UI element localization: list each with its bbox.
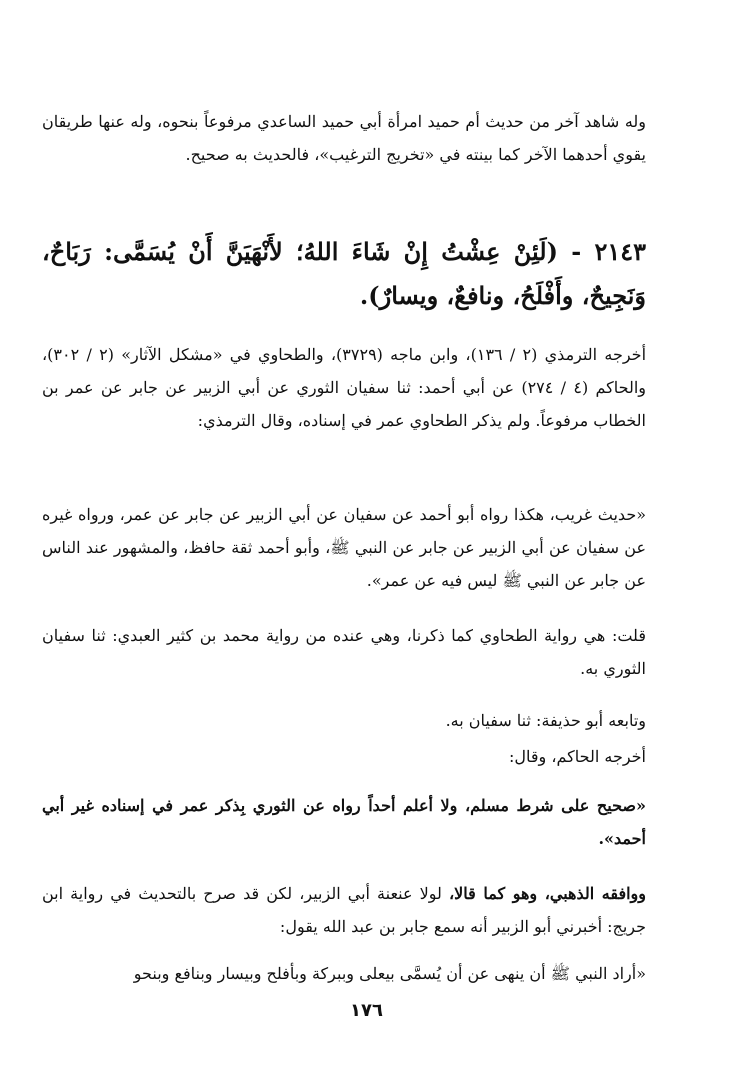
takhrij-text: أخرجه الترمذي (٢ / ١٣٦)، وابن ماجه (٣٧٢٩)، والطحاوي في «مشكل الآثار» (٢ / ٣٠٢)، والحاكم (٤ / ٢٧٤) عن أبي أحمد: ثنا سفيان الثوري عن أبي الزبير عن جابر عن عمر بن الخطاب مرفوعاً. ولم يذكر الطحاوي عمر في إسناده، وقال الترمذي: <box>42 345 647 430</box>
dhahabi-text <box>42 877 646 943</box>
final-quote-text: «أراد النبي ﷺ أن ينهى عن أن يُسمَّى بيعلى وببركة وبأفلح وبيسار وبنافع وبنحو <box>133 964 646 983</box>
page-number: ١٧٦ <box>350 1000 383 1021</box>
dhahabi-lead: ووافقه الذهبي، وهو كما قالا، <box>449 884 647 903</box>
final-quote <box>42 957 646 990</box>
mutaba-text: وتابعه أبو حذيفة: ثنا سفيان به. <box>445 711 646 730</box>
hakim-line <box>42 740 646 773</box>
dhahabi-rest: لولا عنعنة أبي الزبير، لكن قد صرح بالتحديث في رواية ابن جريج: أخبرني أبو الزبير أنه سمع جابر بن عبد الله يقول: <box>42 884 646 936</box>
hadith-heading <box>42 230 646 318</box>
hakim-quote <box>42 789 646 855</box>
takhrij-paragraph <box>42 338 646 437</box>
hakim-quote-text: «صحيح على شرط مسلم، ولا أعلم أحداً رواه عن الثوري بِذكر عمر في إسناده غير أبي أحمد». <box>42 796 646 848</box>
tirmidhi-quote-text: «حديث غريب، هكذا رواه أبو أحمد عن سفيان عن أبي الزبير عن جابر عن عمر، ورواه غيره عن سفيان عن أبي الزبير عن جابر عن النبي ﷺ، وأبو أحمد ثقة حافظ، والمشهور عند الناس عن جابر عن النبي ﷺ ليس فيه عن عمر». <box>42 505 646 590</box>
intro-paragraph <box>42 105 646 171</box>
author-comment <box>42 619 646 685</box>
mutaba-line <box>42 704 646 737</box>
hadith-heading-text: ٢١٤٣ - (لَئِنْ عِشْتُ إِنْ شَاءَ اللهُ؛ لأَنْهَيَنَّ أَنْ يُسَمَّى: رَبَاحٌ، وَنَجِيحٌ، وأَفْلَحُ، ونافعٌ، ويسارٌ). <box>42 237 646 310</box>
tirmidhi-quote <box>42 498 646 597</box>
hakim-text: أخرجه الحاكم، وقال: <box>508 747 646 766</box>
intro-text: وله شاهد آخر من حديث أم حميد امرأة أبي حميد الساعدي مرفوعاً بنحوه، وله عنها طريقان يقوي أحدهما الآخر كما بينته في «تخريج الترغيب»، فالحديث به صحيح. <box>42 112 646 164</box>
dhahabi-paragraph <box>42 877 646 943</box>
author-comment-text: قلت: هي رواية الطحاوي كما ذكرنا، وهي عنده من رواية محمد بن كثير العبدي: ثنا سفيان الثوري به. <box>42 626 646 678</box>
